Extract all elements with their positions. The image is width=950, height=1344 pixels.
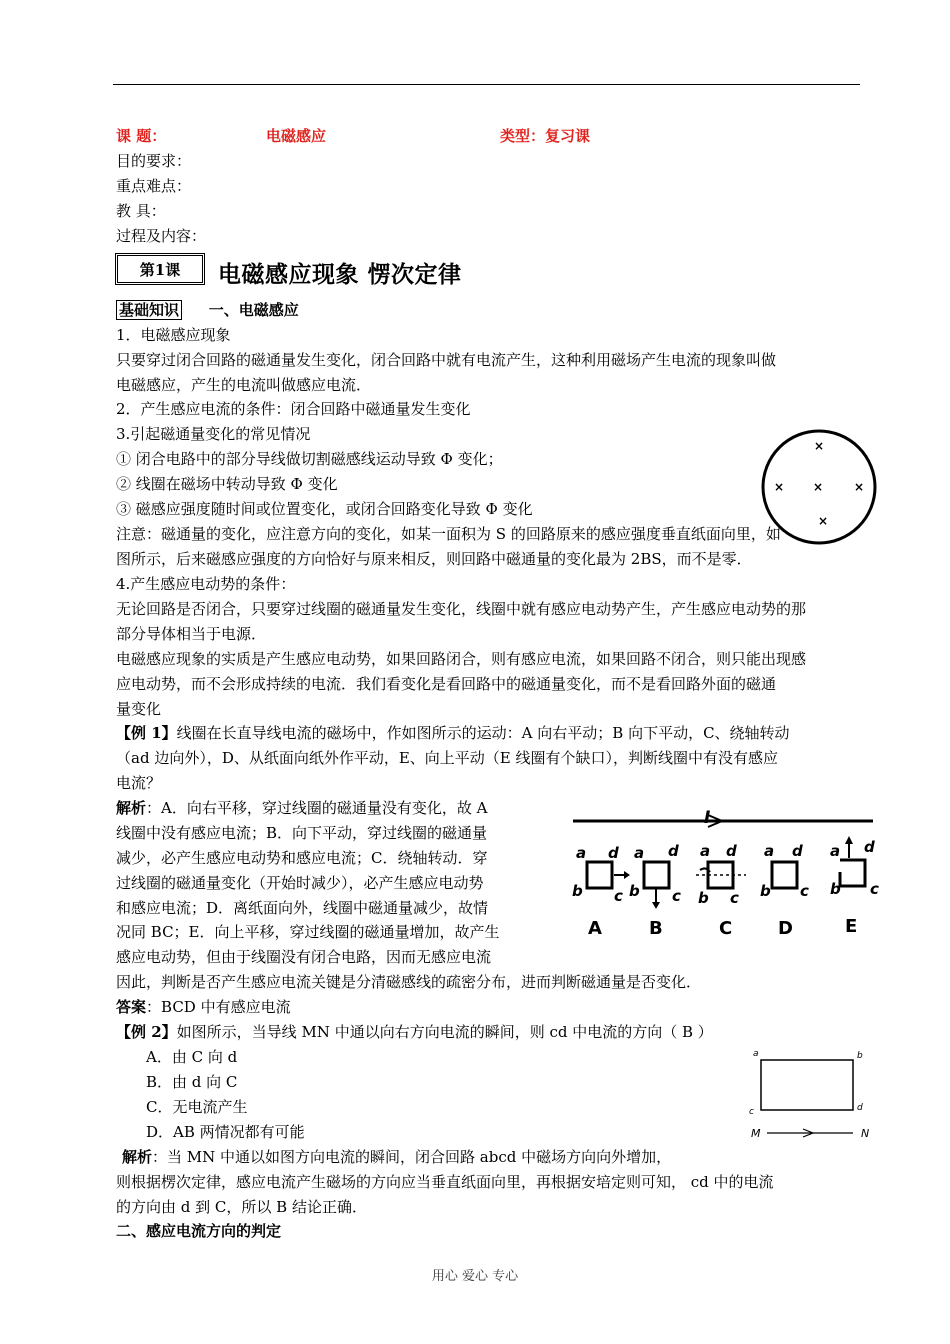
para: 2．产生感应电流的条件：闭合回路中磁通量发生变化	[116, 400, 471, 418]
svg-text:b: b	[760, 882, 771, 900]
magnetic-field-circle-figure	[760, 427, 880, 547]
analysis-line: 感应电动势，但由于线圈没有闭合电路，因而无感应电流	[116, 948, 492, 966]
answer-line	[116, 995, 291, 1019]
svg-text:c: c	[749, 1107, 754, 1117]
para: ① 闭合电路中的部分导线做切割磁感线运动导致 Φ 变化；	[116, 450, 503, 468]
coil-label: B	[649, 918, 663, 939]
example1-question: 线圈在长直导线电流的磁场中，作如图所示的运动：A 向右平动；B 向下平动，C、绕轴转动	[176, 724, 790, 742]
answer-label: 答案	[116, 998, 147, 1016]
current-label: I	[704, 808, 711, 828]
example2-tag: 【例 2】	[116, 1023, 177, 1041]
analysis-line: 线圈中没有感应电流；B．向下平动，穿过线圈的磁通量	[116, 824, 488, 842]
tools-line: 教 具：	[116, 202, 166, 220]
field-cross: ×	[812, 480, 824, 494]
section2-heading: 二、感应电流方向的判定	[116, 1222, 282, 1240]
goal-line: 目的要求：	[116, 152, 192, 170]
para: 3.引起磁通量变化的常见情况	[116, 425, 311, 443]
svg-text:d: d	[864, 838, 875, 856]
example1-line3: 电流？	[116, 774, 162, 792]
lesson-number-box: 第1课	[115, 253, 205, 285]
para: 部分导体相当于电源．	[116, 625, 267, 643]
analysis-line: 过线圈的磁通量变化（开始时减少），必产生感应电动势	[116, 874, 484, 892]
svg-text:d: d	[857, 1103, 863, 1113]
loop-rect	[761, 1060, 853, 1110]
course-value: 电磁感应	[266, 127, 327, 145]
svg-text:d: d	[726, 842, 737, 860]
coil-label: A	[588, 918, 602, 939]
field-cross: ×	[773, 480, 785, 494]
coil-D	[760, 842, 809, 939]
solution-label: 解析	[122, 1148, 153, 1166]
para: 注意：磁通量的变化，应注意方向的变化，如某一面积为 S 的回路原来的感应强度垂直纸面向里，如	[116, 525, 781, 543]
coil-motion-figure	[568, 806, 883, 946]
answer-text: ：BCD 中有感应电流	[146, 998, 291, 1016]
para: 电磁感应现象的实质是产生感应电动势，如果回路闭合，则有感应电流，如果回路不闭合，则只能出现感	[116, 650, 807, 668]
basic-knowledge-tag: 基础知识	[116, 300, 182, 320]
course-line	[116, 124, 591, 148]
course-label: 课 题：	[116, 127, 167, 145]
analysis-label: 解析	[116, 799, 147, 817]
field-cross: ×	[817, 514, 829, 528]
svg-text:d: d	[792, 842, 803, 860]
coil-E	[830, 836, 879, 937]
analysis-line: 和感应电流；D．离纸面向外，线圈中磁通量减少，故情	[116, 899, 489, 917]
solution-line: 的方向由 d 到 C，所以 B 结论正确．	[116, 1198, 367, 1216]
para: 只要穿过闭合回路的磁通量发生变化，闭合回路中就有电流产生，这种利用磁场产生电流的现象叫做	[116, 351, 777, 369]
keypoints-line: 重点难点：	[116, 177, 192, 195]
option-b: B．由 d 向 C	[146, 1073, 238, 1091]
footer-text: 用心 爱心 专心	[431, 1269, 519, 1284]
para: 1．电磁感应现象	[116, 326, 231, 344]
field-cross: ×	[813, 439, 825, 453]
svg-text:b: b	[572, 882, 583, 900]
header-rule	[113, 84, 860, 85]
solution-line: 则根据楞次定律，感应电流产生磁场的方向应当垂直纸面向里，再根据安培定则可知， cd 中的电流	[116, 1173, 774, 1191]
para: 4.产生感应电动势的条件：	[116, 575, 296, 593]
svg-text:a: a	[830, 842, 841, 860]
svg-text:c: c	[672, 887, 681, 905]
solution-line	[122, 1145, 671, 1169]
svg-text:b: b	[629, 882, 640, 900]
option-a: A．由 C 向 d	[146, 1048, 238, 1066]
section1-heading-line	[116, 298, 299, 322]
coil-A	[572, 844, 630, 939]
abcd-loop-figure	[745, 1042, 880, 1142]
analysis-line: 因此，判断是否产生感应电流关键是分清磁感线的疏密分布，进而判断磁通量是否变化．	[116, 973, 702, 991]
para: 电磁感应，产生的电流叫做感应电流．	[116, 376, 372, 394]
example1-tag: 【例 1】	[116, 724, 177, 742]
option-d: D．AB 两情况都有可能	[146, 1123, 305, 1141]
svg-text:N: N	[861, 1127, 870, 1140]
lesson-title: 电磁感应现象 愣次定律	[218, 261, 462, 288]
svg-text:b: b	[857, 1051, 863, 1061]
svg-text:a: a	[634, 844, 645, 862]
svg-text:a: a	[753, 1049, 759, 1059]
type-label: 类型：复习课	[500, 127, 591, 145]
coil-label: D	[778, 918, 793, 939]
example2-question: 如图所示，当导线 MN 中通以向右方向电流的瞬间，则 cd 中电流的方向（ B ）	[176, 1023, 713, 1041]
para: 量变化	[116, 700, 162, 718]
para: 应电动势，而不会形成持续的电流．我们看变化是看回路中的磁通量变化，而不是看回路外面的磁通	[116, 675, 777, 693]
field-cross: ×	[853, 480, 865, 494]
coil-C	[696, 842, 746, 939]
svg-text:a: a	[764, 842, 775, 860]
svg-text:M: M	[751, 1127, 761, 1140]
svg-text:b: b	[698, 889, 709, 907]
analysis-line: 况同 BC；E．向上平移，穿过线圈的磁通量增加，故产生	[116, 923, 500, 941]
option-c: C．无电流产生	[146, 1098, 248, 1116]
coil-label: E	[845, 916, 858, 937]
coil-label: C	[719, 918, 733, 939]
example1-line2: （ad 边向外），D、从纸面向纸外作平动，E、向上平动（E 线圈有个缺口），判断线圈中有没有感应	[116, 749, 779, 767]
para: ② 线圈在磁场中转动导致 Φ 变化	[116, 475, 338, 493]
para: ③ 磁感应强度随时间或位置变化，或闭合回路变化导致 Φ 变化	[116, 500, 533, 518]
svg-text:b: b	[830, 880, 841, 898]
example2-question-line	[116, 1020, 713, 1044]
section1-heading: 一、电磁感应	[208, 301, 299, 319]
svg-text:d: d	[608, 844, 619, 862]
svg-text:d: d	[668, 842, 679, 860]
process-line: 过程及内容：	[116, 227, 207, 245]
svg-text:c: c	[870, 880, 879, 898]
example1-line1	[116, 721, 790, 745]
svg-text:c: c	[614, 887, 623, 905]
para: 图所示，后来磁感应强度的方向恰好与原来相反，则回路中磁通量的变化最为 2BS，而不是零．	[116, 550, 752, 568]
analysis-text: ：A．向右平移，穿过线圈的磁通量没有变化，故 A	[146, 799, 488, 817]
svg-text:c: c	[800, 882, 809, 900]
svg-text:a: a	[700, 842, 711, 860]
svg-text:c: c	[730, 889, 739, 907]
svg-text:a: a	[576, 844, 587, 862]
analysis-line: 减少，必产生感应电动势和感应电流；C．绕轴转动．穿	[116, 849, 488, 867]
solution-text: ：当 MN 中通以如图方向电流的瞬间，闭合回路 abcd 中磁场方向向外增加，	[152, 1148, 672, 1166]
coil-B	[629, 842, 681, 939]
analysis-line	[116, 796, 487, 820]
para: 无论回路是否闭合，只要穿过线圈的磁通量发生变化，线圈中就有感应电动势产生，产生感应电动势的那	[116, 600, 807, 618]
